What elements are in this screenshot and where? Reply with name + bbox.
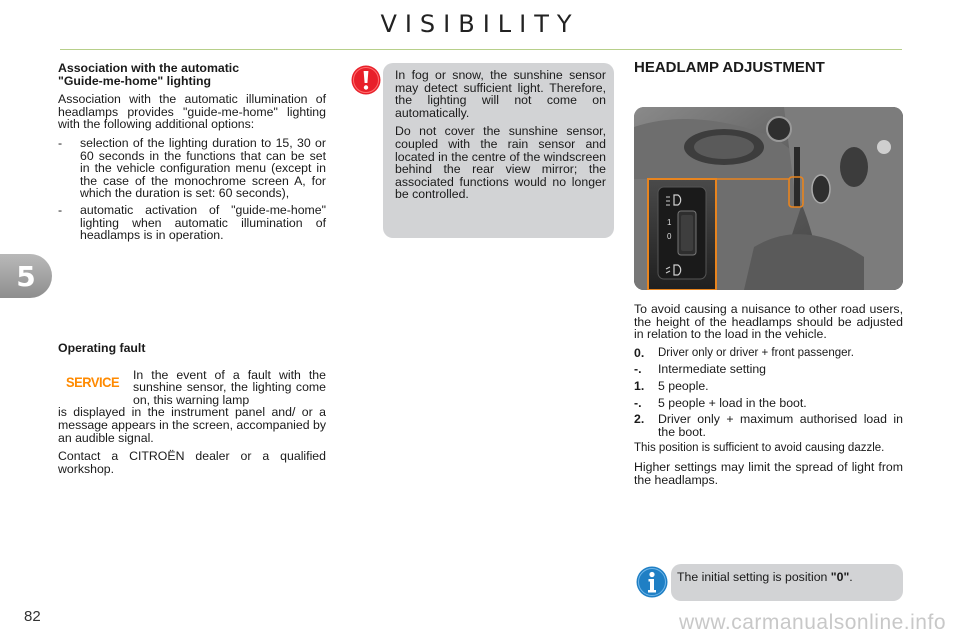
exclamation-icon <box>351 65 381 95</box>
header-divider <box>60 49 902 50</box>
dashboard-photo-image <box>634 107 903 290</box>
headlamp-note: This position is sufficient to avoid causing dazzle. <box>634 442 885 455</box>
chapter-tab: 5 <box>0 254 52 298</box>
info-box: The initial setting is position "0". <box>671 564 903 601</box>
association-section <box>58 62 326 246</box>
warning-text: Do not cover the sunshine sensor, coupled with the rain sensor and located in the centre of the windscreen behind the rear view mirror; the associated functions would no longer be controlled. <box>395 124 606 202</box>
headlamp-section <box>634 60 904 75</box>
headlamp-body <box>634 303 903 492</box>
position-item: 0. Driver only or driver + front passenger. <box>634 345 854 360</box>
dashboard-photo <box>634 107 903 290</box>
info-text: The initial setting is position <box>677 570 831 584</box>
list-item: - automatic activation of "guide-me-home" lighting when automatic illumination of headlamps is in operation. <box>58 202 326 243</box>
fault-contact-text: Contact a CITROËN dealer or a qualified workshop. <box>58 449 326 476</box>
association-intro: Association with the automatic illumination of headlamps provides "guide-me-home" lighting with the following additional options: <box>58 92 326 132</box>
warning-text: In fog or snow, the sunshine sensor may detect sufficient light. Therefore, the lighting will not come on automatically. <box>395 68 606 120</box>
position-item: -. Intermediate setting <box>634 362 767 377</box>
fault-text: In the event of a fault with the sunshine sensor, the lighting come on, this warning lamp <box>133 367 326 407</box>
position-item: 2. Driver only + maximum authorised load in the boot. <box>634 412 903 439</box>
watermark: www.carmanualsonline.info <box>679 611 946 634</box>
position-item: 1. 5 people. <box>634 378 709 393</box>
headlamp-intro: To avoid causing a nuisance to other road users, the height of the headlamps should be adjusted in relation to the load in the vehicle. <box>634 302 903 342</box>
fault-title: Operating fault <box>58 341 146 355</box>
headlamp-note: Higher settings may limit the spread of light from the headlamps. <box>634 459 903 487</box>
warning-box <box>383 63 614 238</box>
position-item: -. 5 people + load in the boot. <box>634 395 807 410</box>
fault-section <box>58 342 326 475</box>
dial-label: 1 <box>667 218 672 227</box>
page-number: 82 <box>24 608 41 625</box>
info-icon <box>636 566 668 598</box>
info-value: "0" <box>830 570 850 584</box>
list-item: - selection of the lighting duration to 15, 30 or 60 seconds in the functions that can be set in the vehicle configuration menu (except in the case of the monochrome screen A, for which the duration is set: 60 seconds), <box>58 135 326 201</box>
section-heading: HEADLAMP ADJUSTMENT <box>634 59 825 76</box>
dial-label: 0 <box>667 232 672 241</box>
association-title: Association with the automatic "Guide-me-home" lighting <box>58 61 240 88</box>
service-warning-icon: SERVICE <box>66 374 120 390</box>
page-title: VISIBILITY <box>380 10 580 38</box>
fault-text: is displayed in the instrument panel and/ or a message appears in the screen, accompanied by an audible signal. <box>58 405 326 445</box>
